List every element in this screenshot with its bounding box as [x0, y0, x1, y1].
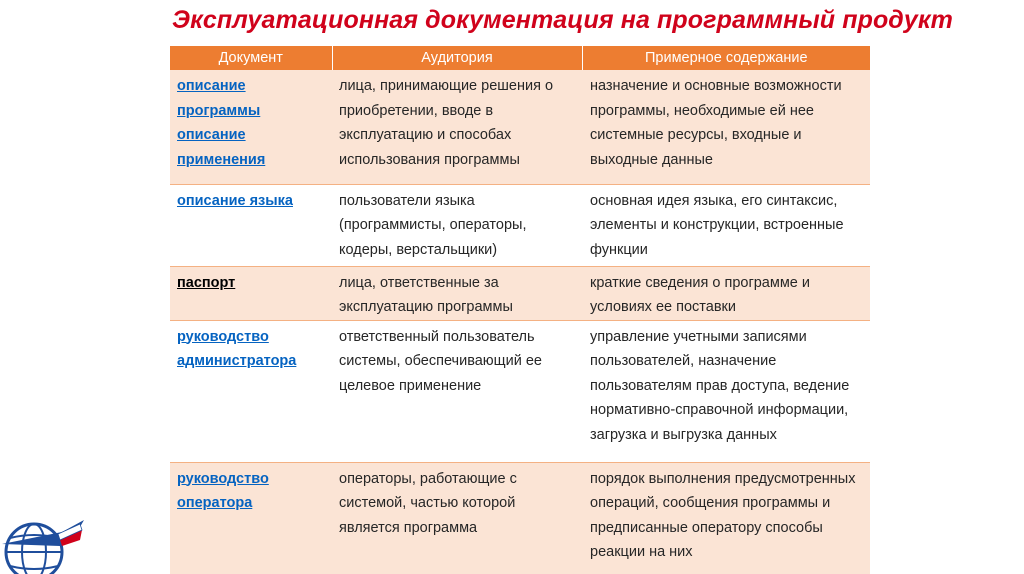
admin-guide-link[interactable]: руководство администратора — [177, 328, 297, 369]
table-row — [170, 320, 870, 462]
passport-label: паспорт — [177, 274, 236, 291]
table-row — [170, 184, 870, 266]
table-header-row — [170, 46, 870, 70]
header-content: Примерное содержание — [582, 46, 870, 70]
audience-cell: лица, ответственные за эксплуатацию программы — [332, 266, 582, 320]
audience-cell: пользователи языка (программисты, операторы, кодеры, верстальщики) — [332, 184, 582, 266]
content-cell: основная идея языка, его синтаксис, элементы и конструкции, встроенные функции — [582, 184, 870, 266]
language-description-link[interactable]: описание языка — [177, 192, 293, 209]
slide-title: Эксплуатационная документация на программный продукт — [172, 6, 953, 34]
document-cell — [170, 320, 332, 462]
content-cell: краткие сведения о программе и условиях ее поставки — [582, 266, 870, 320]
audience-cell: операторы, работающие с системой, частью которой является программа — [332, 462, 582, 574]
operator-guide-link[interactable]: руководство оператора — [177, 470, 269, 511]
application-description-link[interactable]: описание применения — [177, 127, 266, 168]
audience-cell: ответственный пользователь системы, обеспечивающий ее целевое применение — [332, 320, 582, 462]
university-logo-icon — [0, 500, 90, 574]
table-row — [170, 462, 870, 574]
program-description-link[interactable]: описание программы — [177, 78, 261, 119]
document-cell — [170, 70, 332, 184]
documentation-table — [170, 46, 870, 574]
header-document: Документ — [170, 46, 332, 70]
document-cell — [170, 462, 332, 574]
table-row — [170, 266, 870, 320]
document-cell — [170, 266, 332, 320]
header-audience: Аудитория — [332, 46, 582, 70]
content-cell: порядок выполнения предусмотренных операций, сообщения программы и предписанные оператору способы реакции на них — [582, 462, 870, 574]
document-cell — [170, 184, 332, 266]
content-cell: назначение и основные возможности программы, необходимые ей нее системные ресурсы, входные и выходные данные — [582, 70, 870, 184]
table-row — [170, 70, 870, 184]
audience-cell: лица, принимающие решения о приобретении, вводе в эксплуатацию и способах использования программы — [332, 70, 582, 184]
content-cell: управление учетными записями пользователей, назначение пользователям прав доступа, ведение нормативно-справочной информации, загрузка и выгрузка данных — [582, 320, 870, 462]
